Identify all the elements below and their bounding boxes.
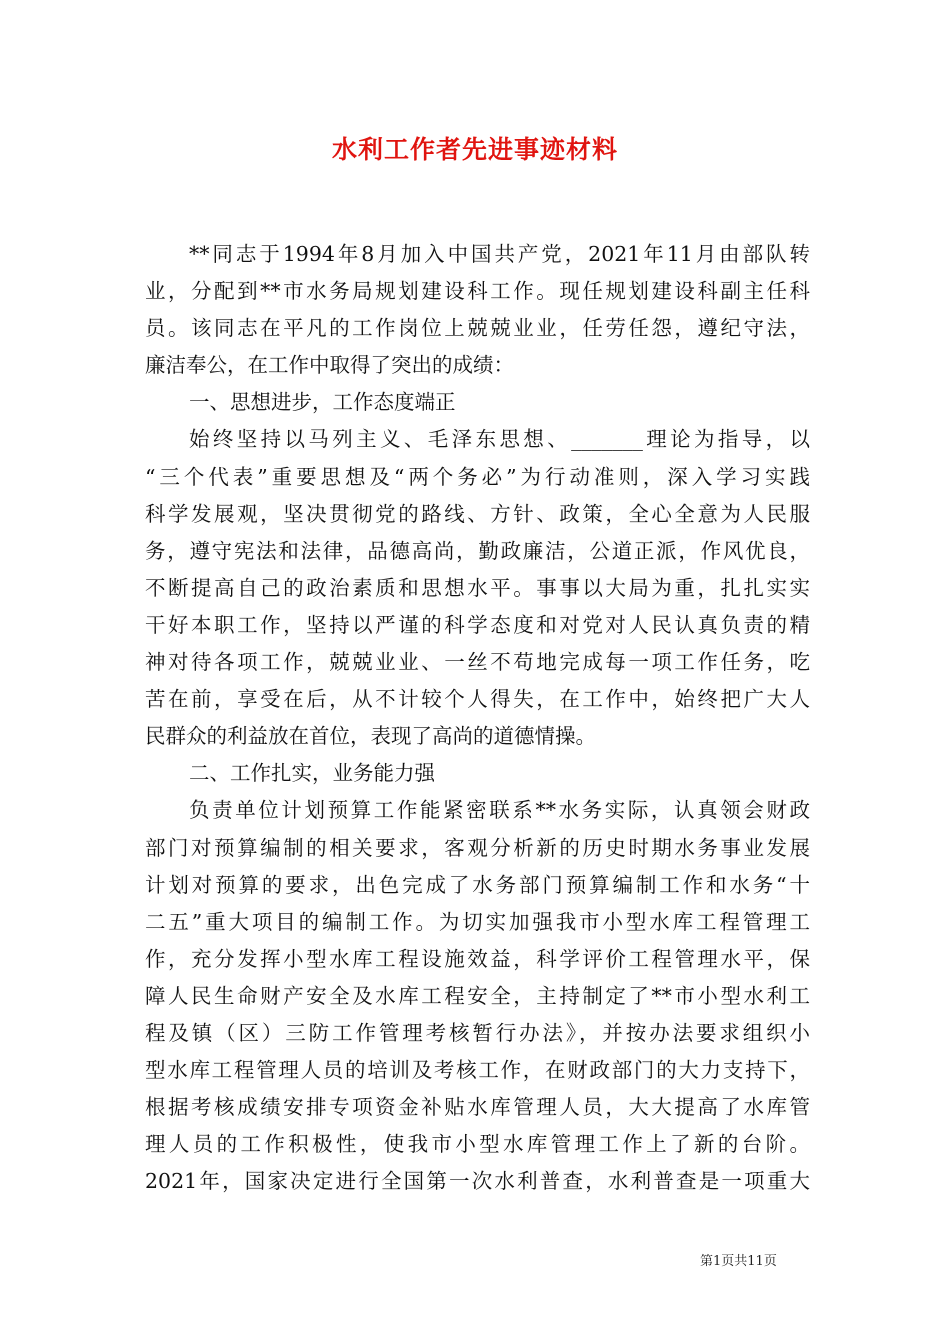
paragraph-line: 业，分配到**市水务局规划建设科工作。现任规划建设科副主任科 xyxy=(145,279,810,304)
paragraph-line: 苦在前，享受在后，从不计较个人得失，在工作中，始终把广大人 xyxy=(145,687,810,712)
body-text xyxy=(145,236,810,1200)
paragraph-line: 不断提高自己的政治素质和思想水平。事事以大局为重，扎扎实实 xyxy=(145,575,810,600)
paragraph-line: 作，充分发挥小型水库工程设施效益，科学评价工程管理水平，保 xyxy=(145,946,810,971)
paragraph-line: 干好本职工作，坚持以严谨的科学态度和对党对人民认真负责的精 xyxy=(145,612,810,637)
paragraph-line: 障人民生命财产安全及水库工程安全，主持制定了**市小型水利工 xyxy=(145,983,810,1008)
paragraph-line: 根据考核成绩安排专项资金补贴水库管理人员，大大提高了水库管 xyxy=(145,1095,810,1120)
paragraph-line: 务，遵守宪法和法律，品德高尚，勤政廉洁，公道正派，作风优良， xyxy=(145,538,810,563)
paragraph-line: 负责单位计划预算工作能紧密联系**水务实际，认真领会财政 xyxy=(189,798,810,823)
paragraph-line: 始终坚持以马列主义、毛泽东思想、_______理论为指导，以 xyxy=(189,427,810,452)
paragraph-line: **同志于1994年8月加入中国共产党，2021年11月由部队转 xyxy=(189,242,810,266)
paragraph-line: 二五”重大项目的编制工作。为切实加强我市小型水库工程管理工 xyxy=(145,909,810,934)
paragraph-line: 民群众的利益放在首位，表现了高尚的道德情操。 xyxy=(145,724,596,749)
paragraph-line: 程及镇（区）三防工作管理考核暂行办法》，并按办法要求组织小 xyxy=(145,1020,810,1045)
section-heading: 一、思想进步，工作态度端正 xyxy=(189,390,456,415)
section-heading: 二、工作扎实，业务能力强 xyxy=(189,761,435,786)
paragraph-line: 廉洁奉公，在工作中取得了突出的成绩： xyxy=(145,353,514,378)
page-title: 水利工作者先进事迹材料 xyxy=(331,135,618,164)
paragraph-line: 理人员的工作积极性，使我市小型水库管理工作上了新的台阶。 xyxy=(145,1132,810,1157)
page-number: 第1页共11页 xyxy=(700,1254,777,1269)
paragraph-line: 型水库工程管理人员的培训及考核工作，在财政部门的大力支持下， xyxy=(145,1058,810,1083)
paragraph-line: “三个代表”重要思想及“两个务必”为行动准则，深入学习实践 xyxy=(145,464,810,489)
paragraph-line: 计划对预算的要求，出色完成了水务部门预算编制工作和水务“十 xyxy=(145,872,810,897)
paragraph-line: 2021年，国家决定进行全国第一次水利普查，水利普查是一项重大 xyxy=(145,1169,810,1194)
paragraph-line: 员。该同志在平凡的工作岗位上兢兢业业，任劳任怨，遵纪守法， xyxy=(145,316,810,341)
paragraph-line: 部门对预算编制的相关要求，客观分析新的历史时期水务事业发展 xyxy=(145,835,810,860)
paragraph-line: 神对待各项工作，兢兢业业、一丝不苟地完成每一项工作任务，吃 xyxy=(145,650,810,675)
paragraph-line: 科学发展观，坚决贯彻党的路线、方针、政策，全心全意为人民服 xyxy=(145,501,810,526)
